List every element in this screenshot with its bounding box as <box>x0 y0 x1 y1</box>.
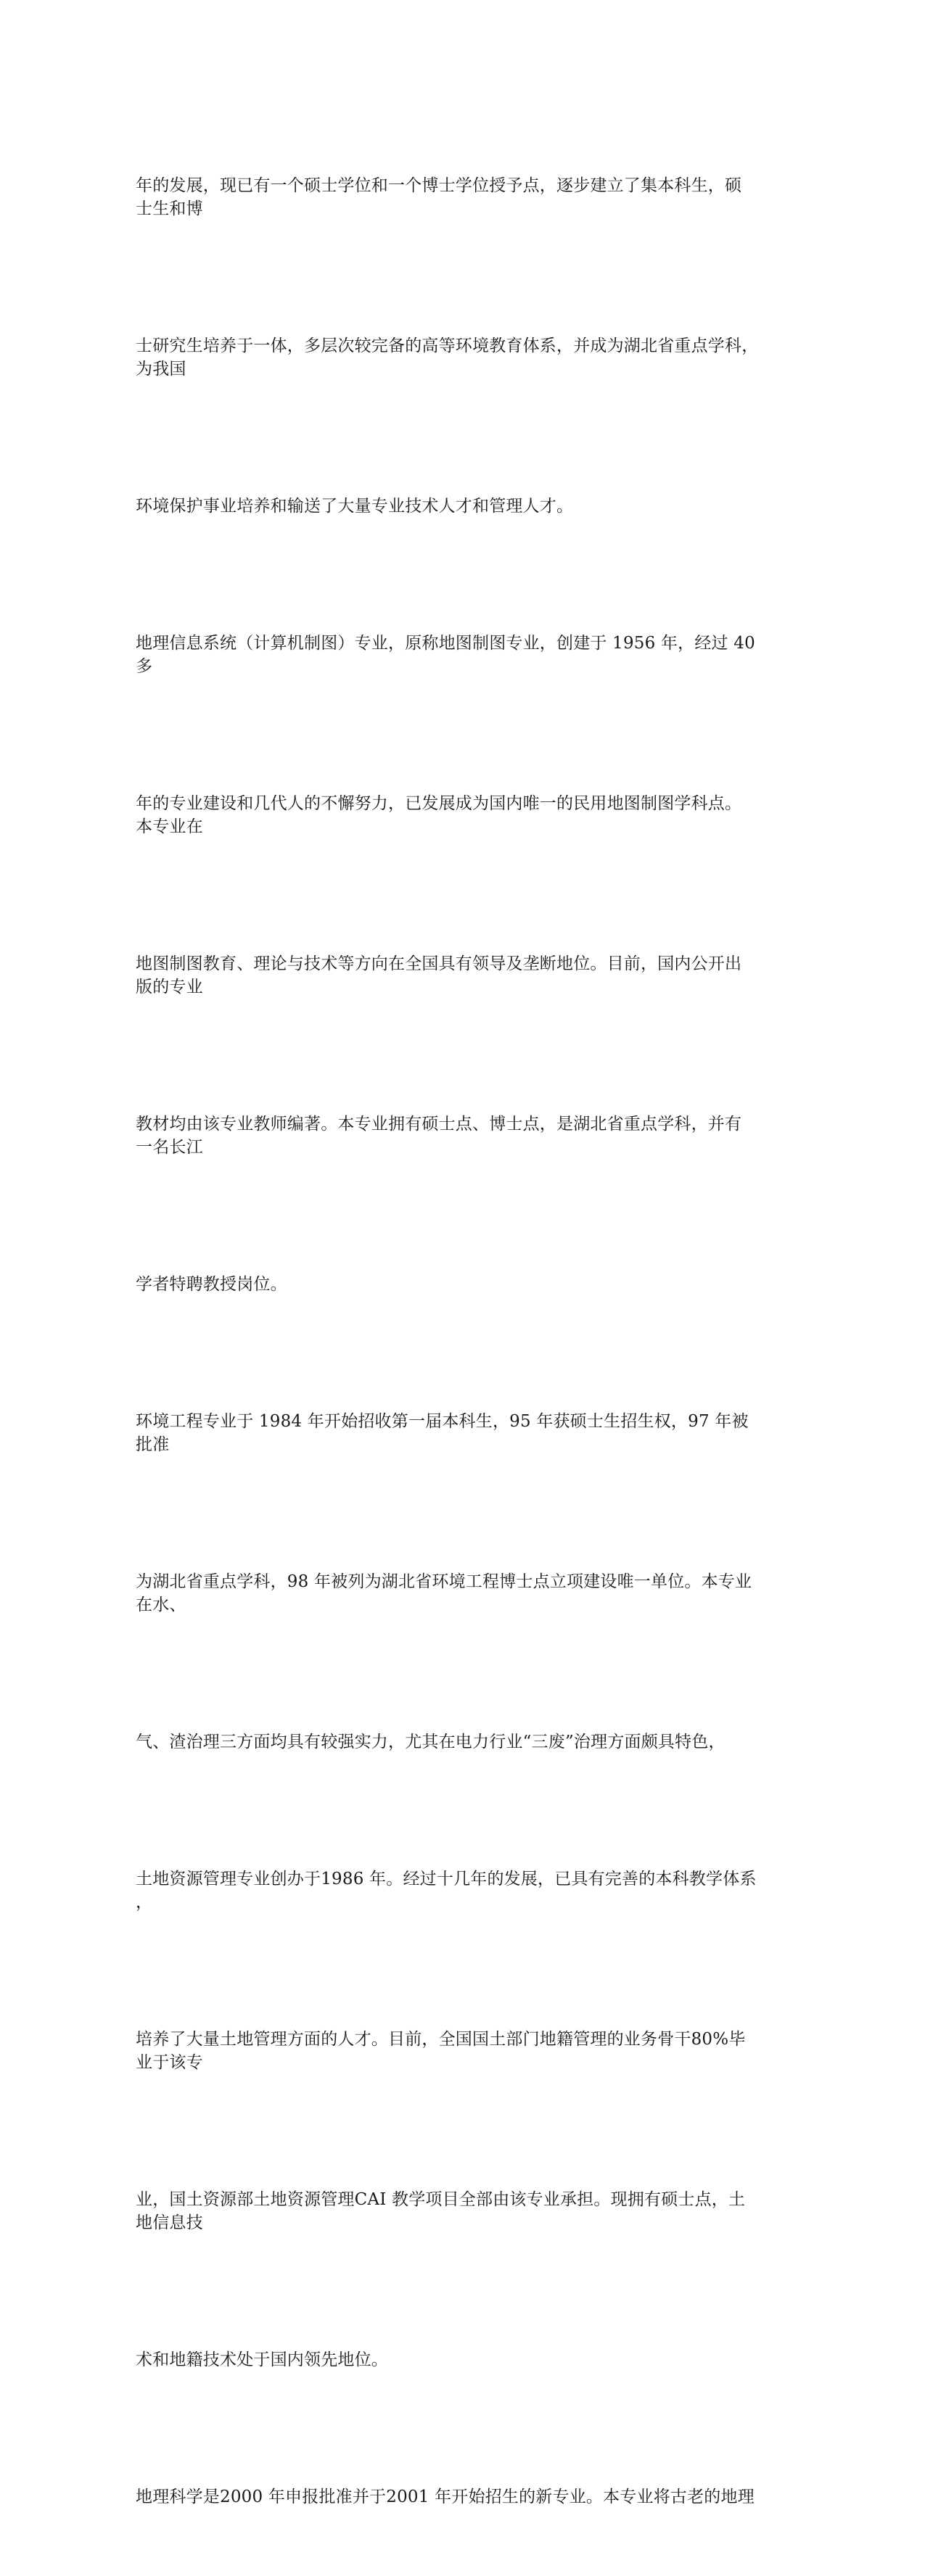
paragraph-13 <box>136 1981 792 2121</box>
paragraph-15 <box>136 2302 792 2418</box>
paragraph-line: 地图制图教育、理论与技术等方向在全国具有领导及垄断地位。目前，国内公开出 <box>136 954 742 973</box>
paragraph-line: 士研究生培养于一体，多层次较完备的高等环境教育体系，并成为湖北省重点学科， <box>136 337 759 355</box>
paragraph-12 <box>136 1821 792 1960</box>
paragraph-11 <box>136 1684 792 1800</box>
paragraph-line: 地理信息系统（计算机制图）专业，原称地图制图专业，创建于 1956 年，经过 40 <box>136 634 755 653</box>
paragraph-line: 本专业在 <box>136 817 203 836</box>
paragraph-line: 培养了大量土地管理方面的人才。目前，全国国土部门地籍管理的业务骨干80%毕 <box>136 2030 746 2049</box>
paragraph-line: 学者特聘教授岗位。 <box>136 1275 287 1294</box>
paragraph-line: 士生和博 <box>136 199 203 218</box>
paragraph-9 <box>136 1363 792 1503</box>
paragraph-line: 术和地籍技术处于国内领先地位。 <box>136 2350 388 2369</box>
paragraph-2 <box>136 288 792 427</box>
paragraph-line: 批准 <box>136 1435 170 1454</box>
paragraph-line: ， <box>136 1893 153 1912</box>
document-body <box>136 128 792 2576</box>
paragraph-3 <box>136 448 792 564</box>
paragraph-line: 地理科学是2000 年申报批准并于2001 年开始招生的新专业。本专业将古老的地理 <box>136 2488 755 2506</box>
paragraph-line: 在水、 <box>136 1595 186 1614</box>
paragraph-16 <box>136 2439 792 2555</box>
paragraph-4 <box>136 585 792 724</box>
paragraph-14 <box>136 2142 792 2281</box>
paragraph-line: 年的发展，现已有一个硕士学位和一个博士学位授予点，逐步建立了集本科生，硕 <box>136 176 742 195</box>
paragraph-line: 年的专业建设和几代人的不懈努力，已发展成为国内唯一的民用地图制图学科点。 <box>136 794 742 813</box>
paragraph-line: 教材均由该专业教师编著。本专业拥有硕士点、博士点，是湖北省重点学科，并有 <box>136 1115 742 1134</box>
paragraph-line: 一名长江 <box>136 1138 203 1157</box>
paragraph-line: 环境保护事业培养和输送了大量专业技术人才和管理人才。 <box>136 497 574 516</box>
paragraph-8 <box>136 1226 792 1342</box>
paragraph-line: 多 <box>136 657 153 676</box>
paragraph-1 <box>136 128 792 267</box>
paragraph-line: 环境工程专业于 1984 年开始招收第一届本科生，95 年获硕士生招生权，97 年被 <box>136 1412 749 1431</box>
paragraph-line: 业，国土资源部土地资源管理CAI 教学项目全部由该专业承担。现拥有硕士点，土 <box>136 2190 746 2209</box>
paragraph-line: 为我国 <box>136 360 186 379</box>
paragraph-10 <box>136 1524 792 1663</box>
paragraph-6 <box>136 906 792 1045</box>
paragraph-7 <box>136 1066 792 1205</box>
paragraph-line: 气、渣治理三方面均具有较强实力，尤其在电力行业“三废”治理方面颇具特色， <box>136 1733 725 1751</box>
paragraph-line: 业于该专 <box>136 2053 203 2072</box>
paragraph-line: 地信息技 <box>136 2213 203 2232</box>
paragraph-5 <box>136 746 792 885</box>
paragraph-line: 土地资源管理专业创办于1986 年。经过十几年的发展，已具有完善的本科教学体系 <box>136 1870 757 1888</box>
paragraph-line: 为湖北省重点学科，98 年被列为湖北省环境工程博士点立项建设唯一单位。本专业 <box>136 1572 752 1591</box>
paragraph-line: 版的专业 <box>136 978 203 996</box>
